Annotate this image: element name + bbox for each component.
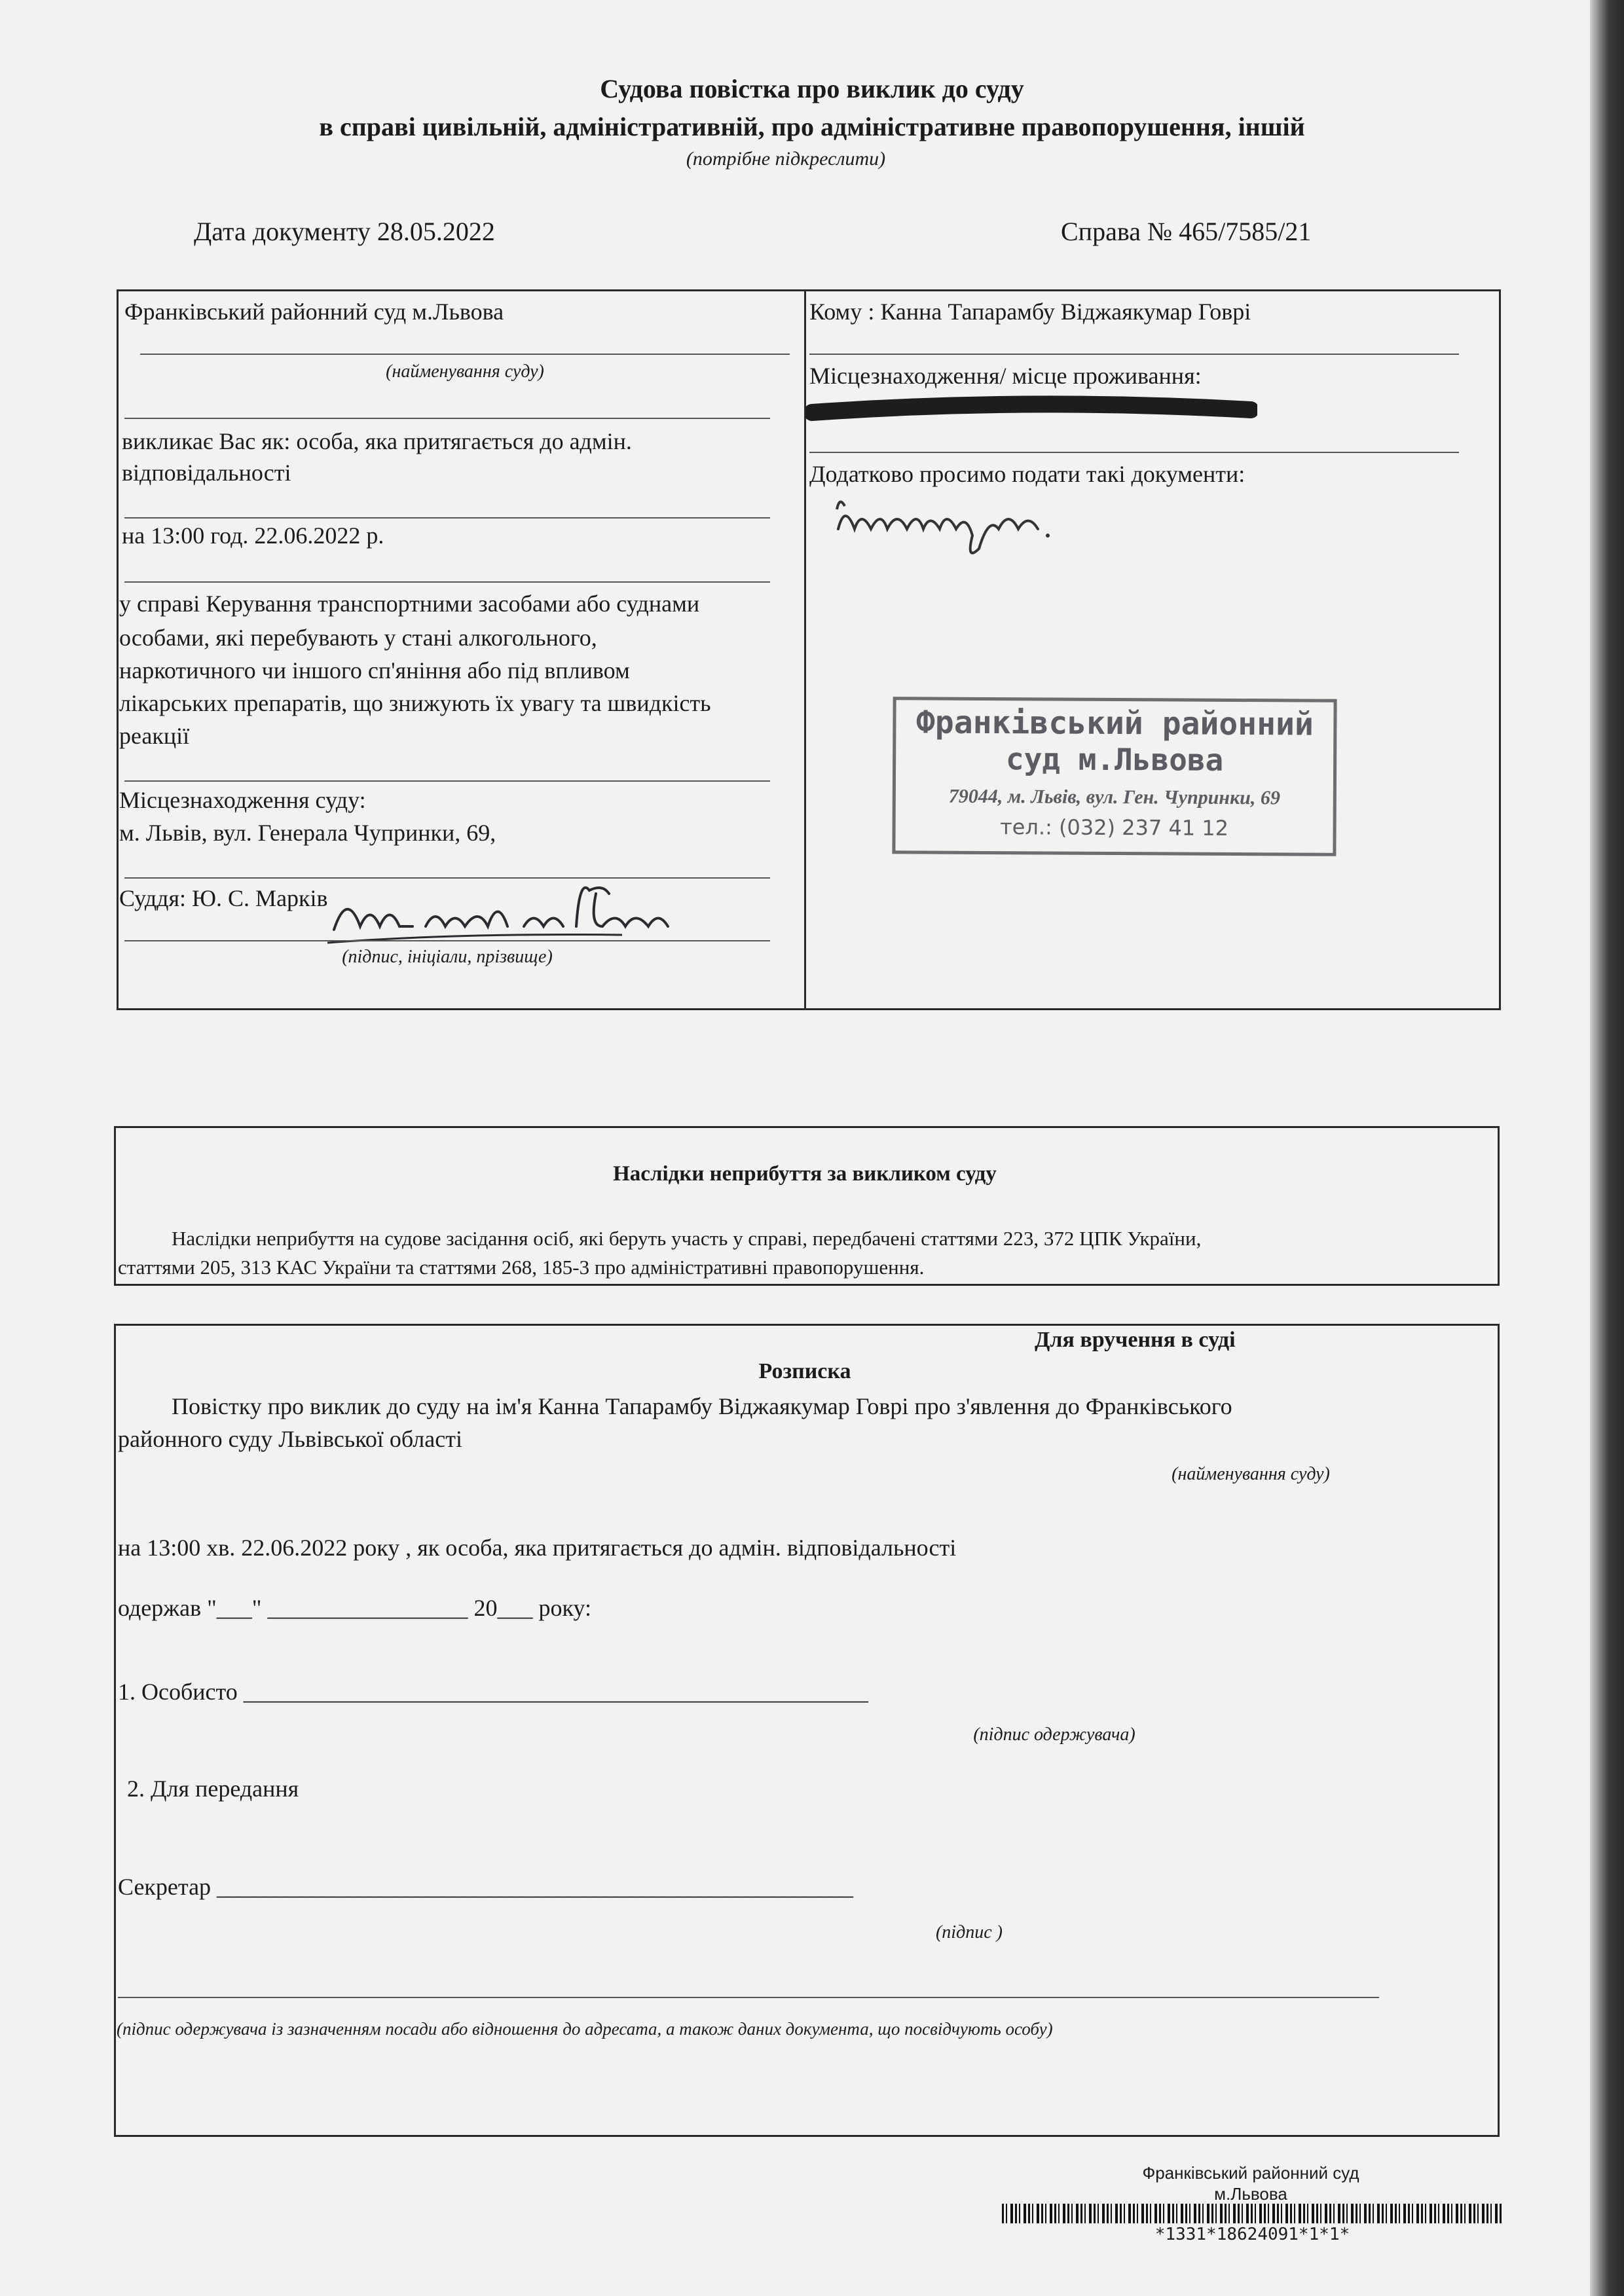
underline (124, 940, 770, 941)
case-number: 465/7585/21 (1179, 217, 1312, 246)
footer-court-line2: м.Львова (1214, 2184, 1287, 2204)
consequences-title: Наслідки неприбуття за викликом суду (613, 1162, 997, 1186)
court-location: м. Львів, вул. Генерала Чупринки, 69, (119, 820, 496, 846)
personally-line: 1. Особисто _____________________________________________________ (118, 1679, 868, 1705)
doc-date-row (194, 216, 495, 247)
scan-paper-edge (1590, 0, 1624, 2296)
receipt-line2: районного суду Львівської області (118, 1426, 462, 1452)
stamp-line1: Франківський районний (915, 704, 1314, 743)
court-stamp (892, 697, 1337, 856)
underline (809, 354, 1459, 355)
underline (140, 354, 790, 355)
summons-as-line1: викликає Вас як: особа, яка притягається до адмін. (122, 428, 632, 454)
stamp-line4: тел.: (032) 237 41 12 (999, 814, 1229, 841)
case-subject-line3: наркотичного чи іншого сп'яніння або під впливом (119, 657, 630, 683)
case-subject-line4: лікарських препаратів, що знижують їх увагу та швидкість (119, 690, 711, 716)
judge-signature (327, 864, 707, 949)
underline (124, 780, 770, 782)
recipient-label: Кому : (809, 299, 875, 325)
summons-as-line2: відповідальності (122, 460, 291, 486)
received-date-line: одержав "___" _________________ 20___ року: (118, 1595, 592, 1621)
case-subject-line1: у справі Керування транспортними засобами або суднами (119, 591, 700, 617)
redaction-mark (805, 394, 1257, 426)
consequences-line2: статтями 205, 313 КАС України та статтями 268, 185-3 про адміністративні правопорушення. (118, 1256, 925, 1279)
footer-court-line1: Франківський районний суд (1142, 2163, 1359, 2183)
barcode-text: *1331*18624091*1*1* (1154, 2225, 1350, 2244)
judge-name: Суддя: Ю. С. Марків (119, 885, 328, 911)
secretary-caption: (підпис ) (935, 1922, 1003, 1942)
court-location-label: Місцезнаходження суду: (119, 787, 366, 813)
underline (124, 418, 770, 419)
consequences-line1: Наслідки неприбуття на судове засідання осіб, які беруть участь у справі, передбачені статтями 223, 372 ЦПК України, (172, 1227, 1202, 1250)
doc-date: 28.05.2022 (377, 217, 495, 246)
receipt-time-line: на 13:00 хв. 22.06.2022 року , як особа, яка притягається до адмін. відповідальності (118, 1535, 957, 1561)
underline (124, 581, 770, 583)
underline (118, 1997, 1379, 1998)
stamp-line3: 79044, м. Львів, вул. Ген. Чупринки, 69 (948, 785, 1280, 809)
recipient-row (809, 295, 1251, 329)
court-name: Франківський районний суд м.Львова (124, 299, 504, 325)
stamp-line2: суд м.Львова (1005, 741, 1224, 778)
receipt-title: Розписка (758, 1359, 851, 1383)
barcode (1002, 2204, 1503, 2223)
court-name-caption: (найменування суду) (386, 361, 544, 382)
bottom-caption: (підпис одержувача із зазначенням посади або відношення до адресата, а також даних документа, що посвідчують особу) (117, 2019, 1053, 2039)
title-line2: в справі цивільній, адміністративній, про адміністративне правопорушення, іншій (319, 112, 1305, 141)
personally-caption: (підпис одержувача) (973, 1724, 1135, 1745)
recipient-name: Канна Тапарамбу Віджаякумар Говрі (880, 299, 1251, 325)
signature-caption: (підпис, ініціали, прізвище) (342, 947, 553, 967)
handwritten-note (832, 490, 1080, 568)
transfer-line: 2. Для передання (127, 1776, 299, 1802)
receipt-line1: Повістку про виклик до суду на ім'я Канна Тапарамбу Віджаякумар Говрі про з'явлення до Франківського (172, 1393, 1232, 1419)
title-note: (потрібне підкреслити) (686, 148, 886, 170)
residence-label: Місцезнаходження/ місце проживання: (809, 363, 1202, 389)
case-number-row (1061, 216, 1311, 247)
case-label: Справа № (1061, 217, 1173, 246)
receipt-court-caption: (найменування суду) (1172, 1464, 1330, 1484)
doc-date-label: Дата документу (194, 217, 371, 246)
underline (809, 452, 1459, 453)
secretary-line: Секретар ______________________________________________________ (118, 1874, 854, 1900)
case-subject-line5: реакції (119, 723, 190, 749)
case-subject-line2: особами, які перебувають у стані алкогольного, (119, 625, 597, 651)
title-line1: Судова повістка про виклик до суду (600, 74, 1024, 103)
for-court-label: Для вручення в суді (1035, 1328, 1236, 1352)
extra-docs-label: Додатково просимо подати такі документи: (809, 461, 1246, 487)
hearing-time: на 13:00 год. 22.06.2022 р. (122, 522, 384, 549)
